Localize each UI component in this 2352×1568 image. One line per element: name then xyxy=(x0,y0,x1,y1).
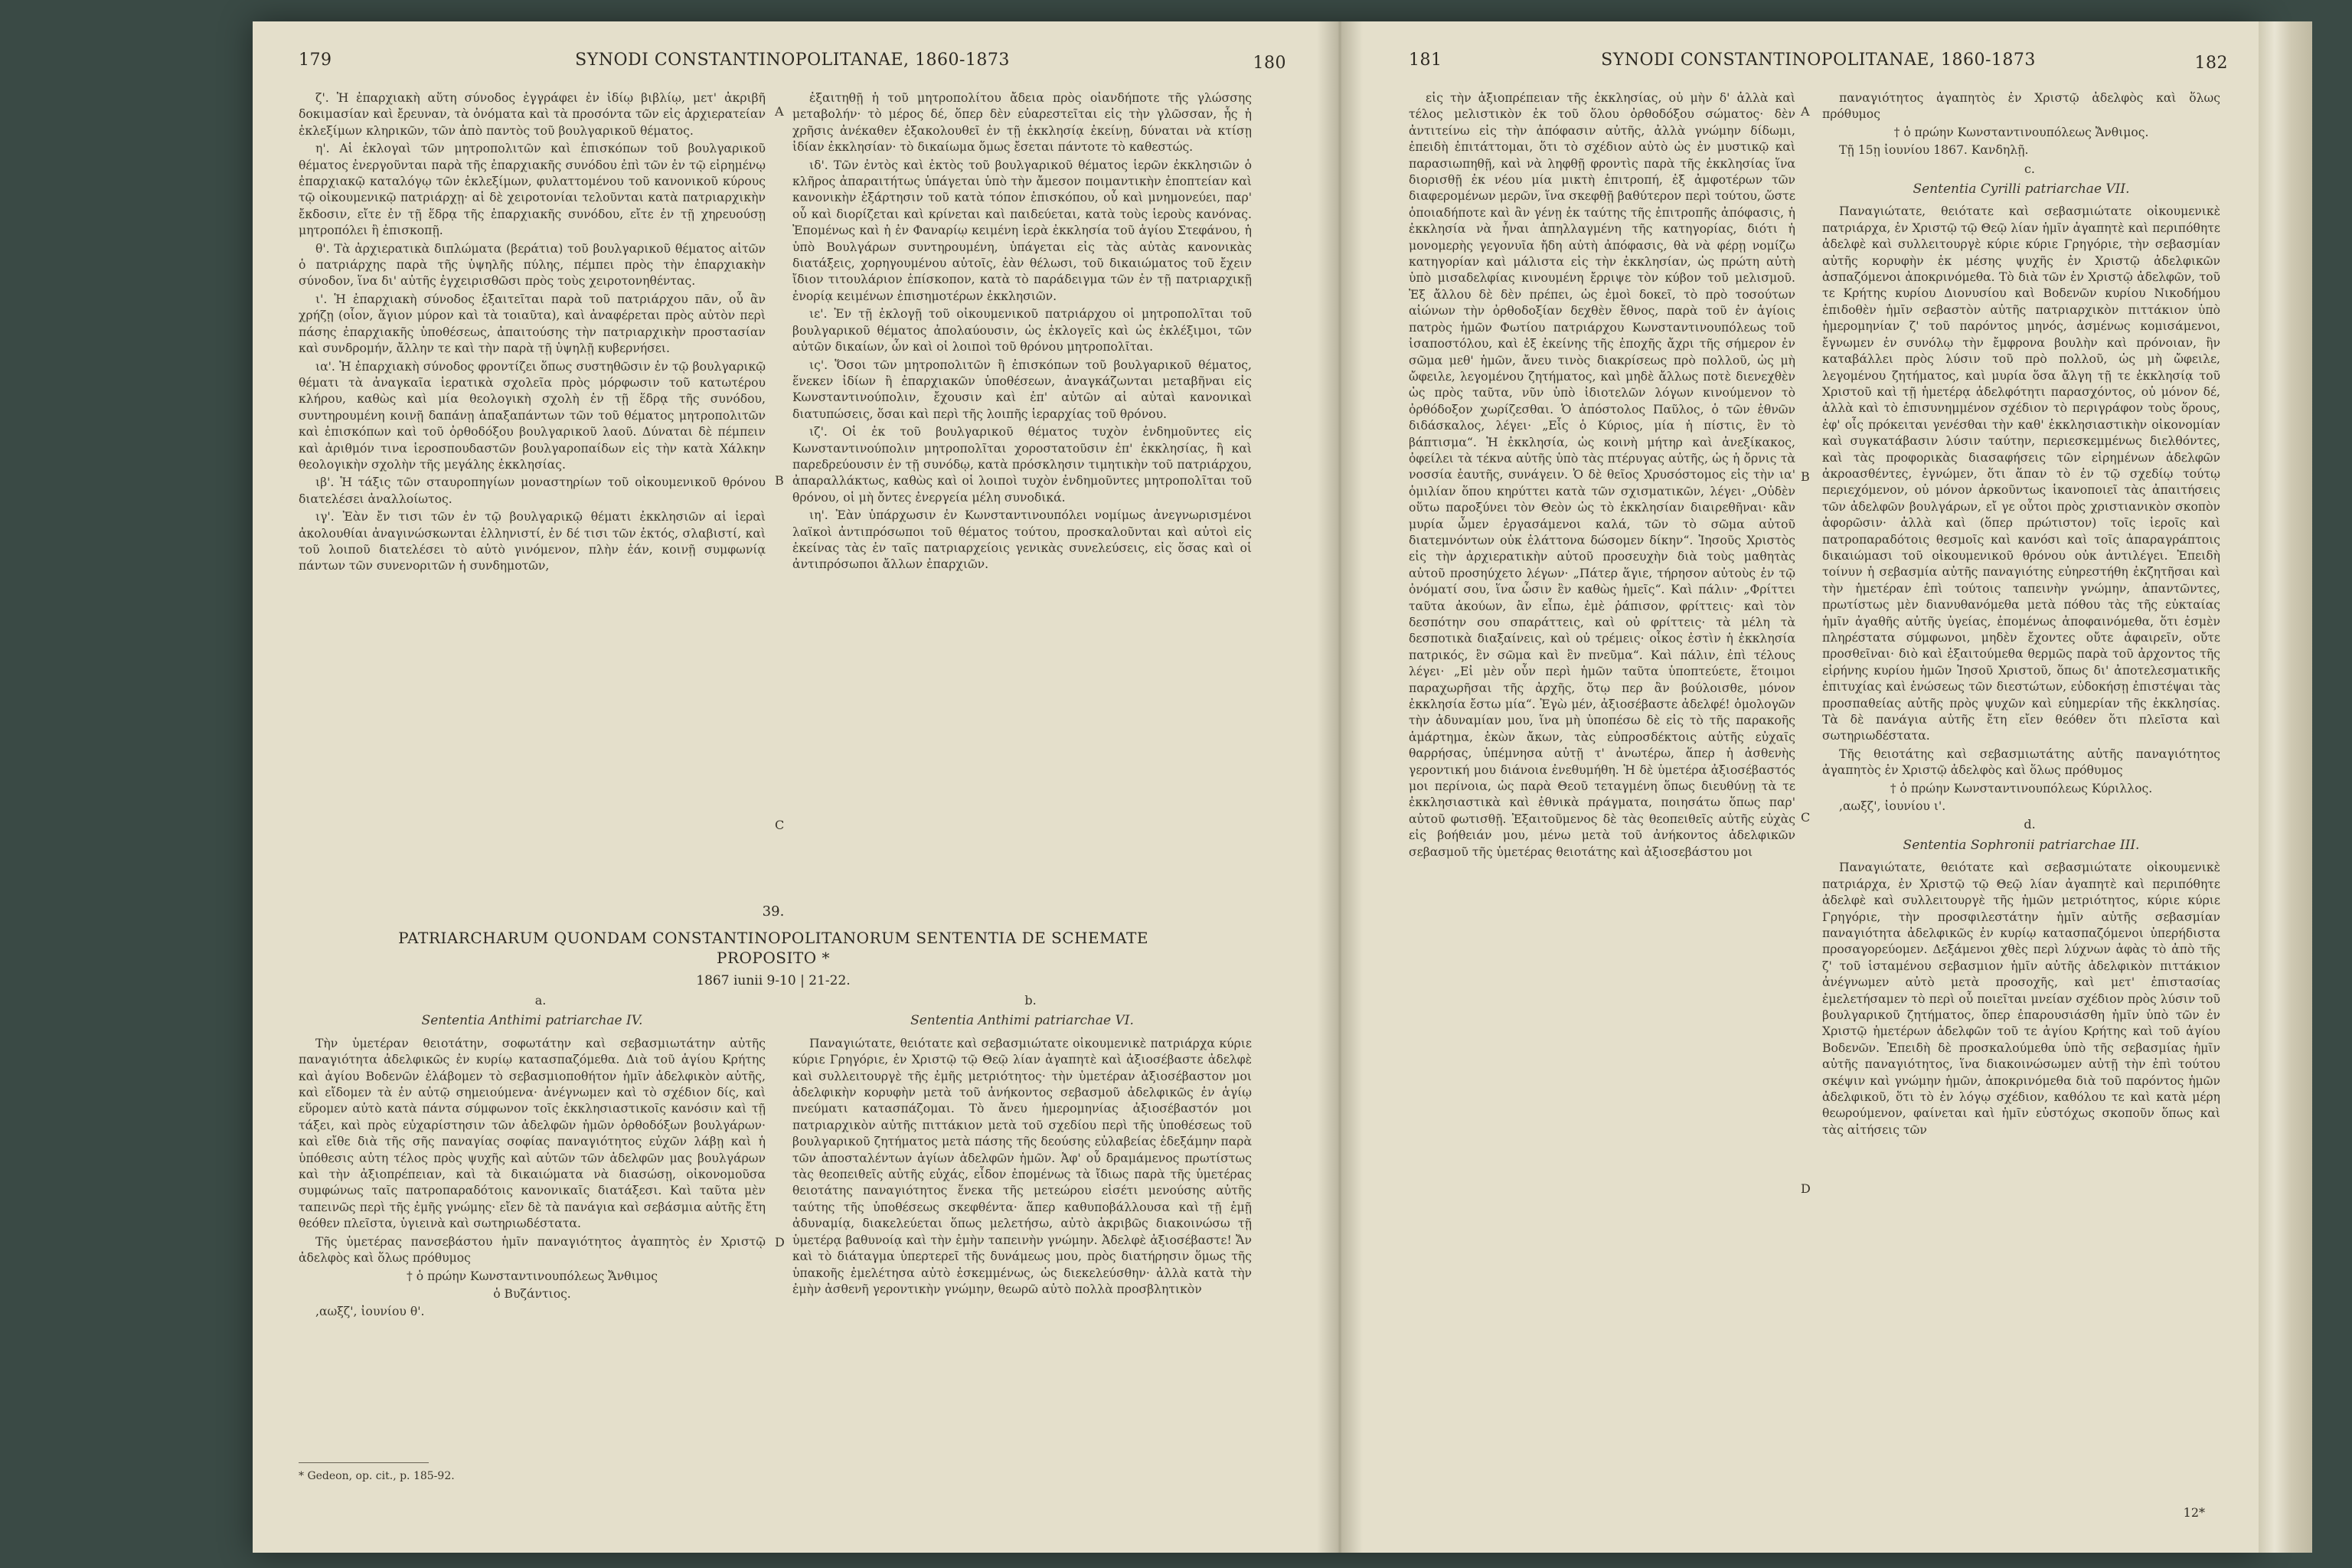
sub-letter: a. xyxy=(534,993,547,1008)
right-column-1 xyxy=(1409,90,1795,1545)
margin-letter: D xyxy=(1801,1181,1811,1196)
paragraph: Τῆς ὑμετέρας πανσεβάστου ἡμῖν παναγιότητος ἀγαπητὸς ἐν Χριστῷ ἀδελφὸς καὶ ὅλως πρόθυμος xyxy=(299,1234,766,1266)
date-line: ,αωξζ', ἰουνίου ι'. xyxy=(1839,799,1946,814)
left-page-header xyxy=(299,51,1286,81)
right-page xyxy=(1363,21,2259,1553)
paragraph: παναγιότητος ἀγαπητὸς ἐν Χριστῷ ἀδελφὸς καὶ ὅλως πρόθυμος xyxy=(1822,91,2220,122)
date-line: ,αωξζ', ἰουνίου θ'. xyxy=(315,1305,425,1319)
margin-letter: A xyxy=(1801,104,1810,119)
sub-title: Sententia Cyrilli patriarchae VII. xyxy=(1913,181,2130,198)
section-title: PROPOSITO * xyxy=(717,949,830,967)
section-date: 1867 iunii 9-10 | 21-22. xyxy=(696,973,851,988)
paragraph: Τῆς θειοτάτης καὶ σεβασμιωτάτης αὐτῆς παναγιότητος ἀγαπητὸς ἐν Χριστῷ ἀδελφὸς καὶ ὅλως πρόθυμος xyxy=(1822,746,2220,778)
signature: † ὁ πρώην Κωνσταντινουπόλεως Κύριλλος. xyxy=(1890,781,2153,795)
paragraph: ιη'. Ἐὰν ὑπάρχωσιν ἐν Κωνσταντινουπόλει νομίμως ἀνεγνωρισμένοι λαϊκοὶ ἀντιπρόσωποι τοῦ θέματος τούτου, προσκαλοῦνται καὶ αὐτοὶ εἰς ἐκείνας τὰς ἐν ταῖς πατριαρχείοις γενικὰς συνελεύσεις, εἰς ὅσας καὶ οἱ ἀντιπρόσωποι ἄλλων ἐπαρχιῶν. xyxy=(792,508,1252,572)
page-number: 180 xyxy=(1253,54,1286,73)
paragraph: εἰς τὴν ἀξιοπρέπειαν τῆς ἐκκλησίας, οὐ μὴν δ' ἀλλὰ καὶ τέλος μελιστικὸν ἐκ τοῦ ὅλου ὀρθοδόξου σώματος· δὲν ἀντιτείνω εἰς τὴν ἀπόφασιν αὐτῆς, ἀλλὰ γνώμην δίδωμι, ἐπειδὴ ἐπιτάττομαι, ὅτι τὸ σχέδιον αὐτὸ ὡς ἐν μυστικῷ καὶ παρασιωπηθῇ, καὶ νὰ ληφθῇ φροντὶς παρὰ τῆς ἐκκλησίας ἵνα διορισθῇ ἐκ νέου μία μικτὴ ἐπιτροπή, ἐξ ἀμφοτέρων τῶν διαφερομένων μερῶν, ἵνα σκεφθῇ βαθύτερον περὶ τούτου, ὥστε ὁποιαδήποτε καὶ ἂν γένῃ ἐκ ταύτης τῆς ἐπιτροπῆς ἀπόφασις, ἡ ἐκκλησία νὰ ἦναι ἀπηλλαγμένη τῆς κατηγορίας, διότι ἡ μονομερὴς γεγονυῖα ἤδη αὐτὴ ἀπόφασις, θὰ νὰ φέρῃ νομίζω κατηγορίαν καὶ μάλιστα εἰς τὴν ἐκκλησίαν, ὡς πρώτη αὐτὴ ὑπὸ μισαδελφίας κινουμένη ἔρριψε τὸν κύβον τοῦ μελισμοῦ. Ἐξ ἄλλου δὲ δὲν πρέπει, ὡς ἐμοὶ δοκεῖ, τὸ πρὸ τοσούτων αἰώνων τὴν ὀρθοδοξίαν δεχθὲν ἔθνος, παρὰ τοῦ ἐν ἁγίοις πατρὸς ἡμῶν Φωτίου πατριάρχου Κωνσταντινουπόλεως τοῦ ἰσαποστόλου, καὶ ἐξ ἐκείνης τῆς ἐποχῆς ἄχρι τῆς σήμερον ἐν σῶμα μεθ' ἡμῶν, ἄνευ τινὸς διακρίσεως πρὸ πολλοῦ, ὡς μὴ ὤφειλε, λεγομένου ζητήματος, καὶ μηδὲ ἄλλως ποτὲ διενεχθὲν ὡς πρὸς ταῦτα, νῦν ὑπὸ ἰδιοτελῶν λόγων κινούμενον τὸ ὀρθόδοξον χωρίζεσθαι. Ὁ ἀπόστολος Παῦλος, ὁ τῶν ἐθνῶν διδάσκαλος, λέγει· „Εἷς ὁ Κύριος, μία ἡ πίστις, ἓν τὸ βάπτισμα“. Ἡ ἐκκλησία, ὡς κοινὴ μήτηρ καὶ ἀνεξίκακος, ὀφείλει τὰ τέκνα αὐτῆς ὑπὸ τὰς πτέρυγας αὐτῆς, ὡς ἡ ὄρνις τὰ νοσσία ἑαυτῆς, συνάγειν. Ὁ δὲ θεῖος Χρυσόστομος εἰς τὴν ια' ὁμιλίαν ὅπου κηρύττει κατὰ τῶν σχισματικῶν, λέγει· „Οὐδὲν οὕτω παροξύνει τὸν Θεὸν ὡς τὸ ἐκκλησίαν διαιρεθῆναι· κἂν μυρία ὦμεν ἐργασάμενοι καλά, τῶν τὸ σῶμα αὐτοῦ διατεμνόντων οὐκ ἐλάττονα δώσομεν δίκην“. Ἰησοῦς Χριστὸς εἰς τὴν ἀρχιερατικὴν αὐτοῦ προσευχὴν διὰ τοὺς μαθητὰς αὐτοῦ προσηύχετο λέγων· „Πάτερ ἅγιε, τήρησον αὐτοὺς ἐν τῷ ὀνόματί σου, ἵνα ὦσιν ἓν καθὼς ἡμεῖς“. Καὶ πάλιν· „Φρίττει ταῦτα ἀκούων, ἂν εἶπω, ἐμὲ ῥάπισον, φρίττεις· καὶ τὸν δεσπότην σου σπαράττεις, καὶ οὐ φρίττεις· τὰ μέλη τὰ δεσποτικὰ διαξαίνεις, καὶ οὐ τρέμεις· οἶκος ἐστὶν ἡ ἐκκλησία πατρικός, ἓν σῶμα καὶ ἓν πνεῦμα“. Καὶ πάλιν, ἐπὶ τέλους λέγει· „Εἰ μὲν οὖν περὶ ἡμῶν ταῦτα ὑποπτεύετε, ἕτοιμοι παραχωρῆσαι τῆς ἀρχῆς, ὅτῳ περ ἂν βούλοισθε, μόνον ἐκκλησία ἔστω μία“. Ἐγὼ μέν, ἀξιοσέβαστε ἀδελφέ! ὁμολογῶν τὴν ἀδυναμίαν μου, ἵνα μὴ ὑποπέσω δὲ εἰς τὸ τῆς παρακοῆς ἁμάρτημα, ἑκὼν ἄκων, τὰς εὐπροσδέκτοις αὐτῆς εὐχαῖς θαρρήσας, ὑπέμνησα αὐτῇ τ' ἀνωτέρω, ἅπερ ἡ ἀσθενὴς γεροντική μου διάνοια ἐνεθυμήθη. Ἡ δὲ ὑμετέρα ἀξιοσέβαστός μοι περίνοια, ὡς παρὰ Θεοῦ τεταγμένη ὅπως διευθύνῃ τὰ τε ἐκκλησιαστικὰ καὶ ἐθνικὰ πράγματα, ποιησάτω ὅπως παρ' αὐτοῦ φωτισθῇ. Ἐξαιτοῦμενος δὲ τὰς θεοπειθεῖς αὐτῆς εὐχὰς εἰς βοήθειάν μου, μένω μετὰ τοῦ ἀνήκοντος ἀδελφικῶν σεβασμοῦ τῆς ὑμετέρας θειοτάτης καὶ ἀξιοσεβάστου μοι xyxy=(1409,91,1795,859)
sententia-a xyxy=(299,992,766,1455)
paragraph: ις'. Ὅσοι τῶν μητροπολιτῶν ἢ ἐπισκόπων τοῦ βουλγαρικοῦ θέματος, ἕνεκεν ἰδίων ἢ ἐπαρχιακῶν ὑποθέσεων, ἀναγκάζωνται μεταβῆναι εἰς Κωνσταντινούπολιν, ἔχουσιν καὶ ἐπ' αὐτῶν αἱ αὐταὶ κανονικαὶ διατυπώσεις, ὅσαι καὶ περὶ τῆς λοιπῆς ἱεραρχίας τοῦ θρόνου. xyxy=(792,358,1252,421)
sub-title: Sententia Sophronii patriarchae III. xyxy=(1903,837,2140,853)
margin-letter: D xyxy=(775,1235,785,1250)
margin-letter: B xyxy=(775,473,784,488)
sub-letter: d. xyxy=(2024,817,2036,832)
footnote-rule xyxy=(299,1462,429,1463)
page-edge xyxy=(2259,21,2312,1553)
section-heading xyxy=(291,902,1256,991)
sub-title: Sententia Anthimi patriarchae VI. xyxy=(910,1013,1134,1029)
paragraph: ιε'. Ἐν τῇ ἐκλογῇ τοῦ οἰκουμενικοῦ πατριάρχου οἱ μητροπολῖται τοῦ βουλγαρικοῦ θέματος ἀπολαύουσιν, ὡς ἐκλογεῖς καὶ ὡς ἐκλέξιμοι, τῶν αὐτῶν δικαίων, ὧν καὶ οἱ λοιποὶ τοῦ θρόνου μητροπολῖται. xyxy=(792,307,1252,354)
page-number: 179 xyxy=(299,51,332,70)
paragraph: Παναγιώτατε, θειότατε καὶ σεβασμιώτατε οἰκουμενικὲ πατριάρχα, ἐν Χριστῷ τῷ Θεῷ λίαν ἀγαπητὲ καὶ περιπόθητε ἀδελφὲ καὶ συλλειτουργὲ τῆς ἡμῶν μετριότητος, κύριε κύριε Γρηγόριε, τὴν προσφιλεστάτην ἡμῖν αὐτῆς σεβασμίαν παναγιότητα ἀδελφικῶς ἐν κυρίῳ κατασπαζόμενοι ὑπερήδιστα προσαγορεύομεν. Δεξάμενοι χθὲς περὶ λύχνων ἁφὰς τὸ ἀπὸ τῆς ζ' τοῦ ἱσταμένου σεβασμιον ἡμῖν αὐτῆς ἀδελφικὸν πιττάκιον ἀνέγνωμεν αὐτὸ μετὰ προσοχῆς, καὶ μετ' ἐπιστασίας ἐμελετήσαμεν τὸ περὶ οὗ ποιεῖται μνείαν σχέδιον πρὸς λύσιν τοῦ βουλγαρικοῦ ζητήματος, ὅπερ ἐπαρουσιάσθη ἡμῖν ὑπὸ τῶν ἐν Χριστῷ ἡμετέρων ἀδελφῶν τοῦ τε ἁγίου Κρήτης καὶ τοῦ ἁγίου Βοδενῶν. Ἐπειδὴ δὲ προσκαλούμεθα ὑπὸ τῆς σεβασμίας ἡμῖν αὐτῆς παναγιότητος, ἵνα διακοινώσωμεν αὐτῇ τὴν ἐπὶ τούτου σκέψιν καὶ γνώμην ἡμῶν, ἀποκρινόμεθα διὰ τοῦ παρόντος ἡμῶν ἀδελφικοῦ, ὅτι τὸ ἐν λόγῳ σχέδιον, καθόλου τε καὶ κατὰ μέρη θεωρούμενον, φαίνεται καὶ ἡμῖν εὐστόχως σκοποῦν ὅπως καὶ τὰς αἰτήσεις τῶν xyxy=(1822,861,2220,1137)
right-page-header xyxy=(1409,51,2228,81)
sub-letter: b. xyxy=(1024,993,1037,1008)
right-column-2 xyxy=(1822,90,2220,1499)
sub-title: Sententia Anthimi patriarchae IV. xyxy=(421,1013,643,1029)
book-gutter xyxy=(1317,21,1363,1553)
paragraph: ζ'. Ἡ ἐπαρχιακὴ αὕτη σύνοδος ἐγγράφει ἐν ἰδίῳ βιβλίῳ, μετ' ἀκριβῆ δοκιμασίαν καὶ ἔρευναν, τὰ ὀνόματα καὶ τὰ προσόντα τῶν εἰς ἀρχιερατείαν ἐκλεξίμων κληρικῶν, τῶν ἀπὸ παντὸς τοῦ βουλγαρικοῦ θέματος. xyxy=(299,91,766,138)
left-column-2 xyxy=(792,90,1252,894)
signature: ὁ Βυζάντιος. xyxy=(493,1286,571,1301)
date-line: Τῇ 15ῃ ἰουνίου 1867. Κανδηλῇ. xyxy=(1839,143,2029,158)
signature: † ὁ πρώην Κωνσταντινουπόλεως Ἄνθιμος. xyxy=(1893,125,2149,139)
margin-letter: A xyxy=(775,104,784,119)
page-number: 182 xyxy=(2194,54,2228,73)
paragraph: Παναγιώτατε, θειότατε καὶ σεβασμιώτατε οἰκουμενικὲ πατριάρχα, ἐν Χριστῷ τῷ Θεῷ λίαν ἡμῖν ἀγαπητὲ καὶ περιπόθητε ἀδελφὲ καὶ συλλειτουργὲ κύριε κύριε Γρηγόριε, τὴν σεβασμίαν αὐτῆς κορυφὴν ἐκ μέσης ψυχῆς ἐν Χριστῷ ἀδελφικῶν ἀσπαζόμενοι ἀποκρινόμεθα. Τὸ διὰ τῶν ἐν Χριστῷ ἀδελφῶν, τοῦ τε Κρήτης κυρίου Διονυσίου καὶ Βοδενῶν κυρίου Νικοδήμου ἐπιδοθὲν ἡμῖν σεβαστὸν αὐτῆς πατριαρχικὸν πιττάκιον ὑπὸ ἡμερομηνίαν ζ' τοῦ παρόντος μηνός, ἀσμένως κομισάμενοι, ἔγνωμεν ἐν συνόλῳ τὴν ἔμφρονα βουλὴν καὶ πρόνοιαν, ἣν καταβάλλει πρὸς λύσιν τοῦ πρὸ πολλοῦ, ὡς μὴ ὤφειλε, λεγομένου ζητήματος, καὶ μυρία ὅσα ἄλγη τῇ τε ἐκκλησίᾳ τοῦ Χριστοῦ καὶ τῇ ἡμετέρᾳ ἀδελφότητι παρασχόντος, οὐ μόνον δέ, ἀλλὰ καὶ τὸ ἐπισυνημμένον σχέδιον τὸ περιγράφον τοὺς ὅρους, ἐφ' οἷς πρόκειται γενέσθαι τὴν καθ' ἐκκλησιαστικὴν οἰκονομίαν καὶ συγκατάβασιν λύσιν ταύτην, περιεσκεμμένως διελθόντες, καὶ τὰς προφορικὰς διασαφήσεις τῶν εἰρημένων ἀδελφῶν ἀκροασθέντες, ἐγνώμεν, ὅτι ἅπαν τὸ ἐν τῷ σχεδίῳ τούτῳ περιεχόμενον, οὐ μόνον ἀρκοῦντως ἱκανοποιεῖ τὰς ἀπαιτήσεις τῶν ἀδελφῶν βουλγάρων, εἴ γε οὗτοι πρὸς χριστιανικὸν σκοπὸν ἀφορῶσιν· ἀλλὰ καὶ (ὅπερ πρώτιστον) τοῖς ἱεροῖς καὶ πατροπαραδότοις θεσμοῖς καὶ κανόσι καὶ τοῖς ἀπαραγράπτοις δικαιώμασι τοῦ οἰκουμενικοῦ θρόνου οὐκ ἀντιλέγει. Ἐπειδὴ τοίνυν ἡ σεβασμία αὐτῆς παναγιότης εὐηρεστήθη ἐκζητῆσαι καὶ τὴν ἡμετέραν ἐπὶ τούτοις ταπεινὴν γνώμην, ἀπαντῶντες, πρωτίστως μὲν διανυθανόμεθα μετὰ πόθου τὰς τῆς εὐκταίας ἡμῖν ἀγαθῆς αὐτῆς ὑγείας, ἐπομένως ἀποφαινόμεθα, ὅτι ἐσμὲν πληρέστατα σύμφωνοι, μηδὲν ἔχοντες οὔτε ἀφαιρεῖν, οὔτε προσθεῖναι· διὸ καὶ ἐξαιτούμεθα θερμῶς παρὰ τοῦ ἀρχοντος τῆς εἰρήνης κυρίου ἡμῶν Ἰησοῦ Χριστοῦ, ὅπως δι' ἀποτελεσματικῆς ἐπιτυχίας καὶ ἐνώσεως τῶν διεστώτων, εὐδοκήσῃ ἐπιστέψαι τὰς προσπαθείας αὐτῆς πρὸς ψυχῶν καὶ εὐημερίαν τῆς ἐκκλησίας. Τὰ δὲ πανάγια αὐτῆς ἔτη εἴεν θεόθεν ὅτι πλεῖστα καὶ σωτηριωδέστατα. xyxy=(1822,204,2220,743)
paragraph: ιβ'. Ἡ τάξις τῶν σταυροπηγίων μοναστηρίων τοῦ οἰκουμενικοῦ θρόνου διατελέσει ἀναλλοίωτος. xyxy=(299,475,766,506)
left-column-1 xyxy=(299,90,766,894)
paragraph: ιζ'. Οἱ ἐκ τοῦ βουλγαρικοῦ θέματος τυχὸν ἐνδημοῦντες εἰς Κωνσταντινούπολιν μητροπολῖται χοροστατοῦσιν ἐπ' ἐκκλησίας, ἢ καὶ παρεδρεύουσιν ἐν τῇ συνόδῳ, κατὰ πρόσκλησιν τιμητικὴν τοῦ πατριάρχου, ἀπαραλλάκτως, καθὼς καὶ οἱ λοιποὶ τυχὸν ἐνδημοῦντες μητροπολῖται τοῦ θρόνου, οἱ μὴ ὄντες ἐνεργεία μέλη συνοδικά. xyxy=(792,425,1252,505)
margin-letter: C xyxy=(1801,810,1811,825)
paragraph: Παναγιώτατε, θειότατε καὶ σεβασμιώτατε οἰκουμενικὲ πατριάρχα κύριε κύριε Γρηγόριε, ἐν Χριστῷ τῷ Θεῷ λίαν ἀγαπητὲ καὶ ἀξιοσέβαστε ἀδελφὲ καὶ συλλειτουργὲ τῆς ἐμῆς μετριότητος· τὴν ὑμετέραν ἀξιοσέβαστον μοι ἀδελφικὴν κορυφὴν μετὰ τοῦ ἀνήκοντος σεβασμοῦ ἀδελφικῶς ἐν ἁγίῳ πνεύματι κατασπάζομαι. Τὸ ἄνευ ἡμερομηνίας ἀξιοσέβαστόν μοι πατριαρχικὸν αὐτῆς πιττάκιον μετὰ τοῦ σχεδίου περὶ τῆς ὑποθέσεως τοῦ βουλγαρικοῦ ζητήματος μετὰ πάσης τῆς δεούσης εὐλαβείας ἐδεξάμην παρὰ τῶν ἀποσταλέντων ἁγίων ἀδελφῶν ἡμῶν. Ἀφ' οὗ δραμάμενος πρωτίστως τὰς θεοπειθεῖς αὐτῆς εὐχάς, εἶδον ἐπομένως τὰ ἴδιως παρὰ τῆς ὑμετέρας θειοτάτης παναγιότητος ἕνεκα τῆς μετεώρου εἰσέτι μενούσης αὐτῆς ταύτης τῆς ὑποθέσεως σκεφθέντα· ἅπερ καθυποβάλλουσα καὶ τῇ ἐμῇ ἀδυναμίᾳ, διακελεύεται ὅπως μελετήσω, αὐτὸ ἀκριβῶς διακοινώσω τῇ ὑμετέρᾳ βαθυνοίᾳ καὶ τὴν ἐμὴν ταπεινὴν γνώμην. Ἀδελφὲ ἀξιοσέβαστε! Ἄν καὶ τὸ διάταγμα ὑπερτερεῖ τῆς δυνάμεως μου, πρὸς διατήρησιν ὅμως τῆς ὑπακοῆς ἐμελέτησα αὐτὸ ἐσκεμμένως, ὡς διεκελεύσθην· ἀλλὰ κατὰ τὴν ἐμὴν ἀσθενῆ γεροντικὴν γνώμην, θεωρῶ αὐτὸ πολλὰ προσβλητικὸν xyxy=(792,1036,1252,1296)
section-number: 39. xyxy=(762,903,785,920)
paragraph: ιγ'. Ἐὰν ἔν τισι τῶν ἐν τῷ βουλγαρικῷ θέματι ἐκκλησιῶν αἱ ἱεραὶ ἀκολουθίαι ἀναγινώσκωνται ἑλληνιστί, ἐν δέ τισι τῶν ἐκτός, σλαβιστί, καὶ τοῦ λοιποῦ διατελέσει τὸ αὐτὸ γινόμενον, πλὴν ἐάν, κοινῇ συμφωνίᾳ πάντων τῶν συνενοριτῶν ἡ συνδημοτῶν, xyxy=(299,510,766,573)
paragraph: ἐξαιτηθῇ ἡ τοῦ μητροπολίτου ἄδεια πρὸς οἰανδήποτε τῆς γλώσσης μεταβολήν· τὸ μέρος δέ, ὅπερ δὲν εὐαρεστεῖται εἰς τὴν γλῶσσαν, ἧς ἡ χρῆσις ἀνέκαθεν ἐξακολουθεῖ ἐν τῇ ἐκκλησίᾳ ἐκείνῃ, δύναται νὰ κτίσῃ ἰδίαν ἐκκλησίαν· τὸ δικαίωμα ὅμως ἔσεται πάντοτε τὸ καθεστώς. xyxy=(792,91,1252,155)
paragraph: ι'. Ἡ ἐπαρχιακὴ σύνοδος ἐξαιτεῖται παρὰ τοῦ πατριάρχου πᾶν, οὗ ἂν χρήζῃ (οἷον, ἅγιον μύρον καὶ τὰ τοιαῦτα), καὶ ἀναφέρεται πρὸς αὐτὸν περὶ πάσης ἐπαρχιακῆς ὑποθέσεως, ἀπαιτούσης τὴν πατριαρχικὴν προστασίαν καὶ συνδρομήν, ἄλλην τε καὶ τὴν παρὰ τῇ ὑψηλῇ κυβερνήσει. xyxy=(299,292,766,356)
paragraph: ιδ'. Τῶν ἐντὸς καὶ ἐκτὸς τοῦ βουλγαρικοῦ θέματος ἱερῶν ἐκκλησιῶν ὁ κλῆρος ἀπαραιτήτως ὑπάγεται ὑπὸ τὴν ἄμεσον ποιμαντικὴν ἐποπτείαν καὶ κανονικὴν ἐξάρτησιν τοῦ κατὰ τόπον ἐπισκόπου, οὗ καὶ μνημονεύει, παρ' οὗ καὶ διορίζεται καὶ κρίνεται καὶ παιδεύεται, κατὰ τοὺς ἱεροὺς κανόνας. Ἐπομένως καὶ ἡ ἐν Φαναρίῳ κειμένη ἱερὰ ἐκκλησία τοῦ ἁγίου Στεφάνου, ἡ ὑπὸ Βουλγάρων συντηρουμένη, ὑπάγεται εἰς τὰς αὐτὰς κανονικὰς διατάξεις, χορηγουμένου αὐτοῖς, ἐὰν θέλωσι, τοῦ δικαιώματος τοῦ ἔχειν ἴδιον τιτουλάριον ἐπίσκοπον, κατὰ τὸ παράδειγμα τῶν ἐν τῇ πατριαρχικῇ ἐνορίᾳ κειμένων ἐπισημοτέρων ἐκκλησιῶν. xyxy=(792,158,1252,303)
running-head: SYNODI CONSTANTINOPOLITANAE, 1860-1873 xyxy=(575,51,1010,70)
section-title: PATRIARCHARUM QUONDAM CONSTANTINOPOLITANORUM SENTENTIA DE SCHEMATE xyxy=(398,929,1148,947)
signature-mark: 12* xyxy=(2183,1505,2205,1520)
left-page xyxy=(253,21,1317,1553)
paragraph: η'. Αἱ ἐκλογαὶ τῶν μητροπολιτῶν καὶ ἐπισκόπων τοῦ βουλγαρικοῦ θέματος ἐνεργοῦνται παρὰ τῆς ἐπαρχιακῆς συνόδου ἐπὶ τῶν ἐν τῷ εἰρημένῳ ἐπαρχιακῷ καταλόγῳ τῶν ἐκλεξίμων, φυλαττομένου τοῦ κανονικοῦ κύρους τῷ οἰκουμενικῷ πατριάρχῃ· αἱ δὲ χειροτονίαι τελοῦνται κατὰ πατριαρχικὴν ἔκδοσιν, εἴτε ἐν τῇ ἕδρᾳ τῆς ἐπαρχιακῆς συνόδου, εἴτε ἐν τῇ χηρευούσῃ μητροπόλει ἢ ἐπισκοπῇ. xyxy=(299,142,766,238)
book-spread xyxy=(253,21,2259,1553)
signature: † ὁ πρώην Κωνσταντινουπόλεως Ἄνθιμος xyxy=(407,1269,658,1283)
sub-letter: c. xyxy=(2024,161,2036,176)
running-head: SYNODI CONSTANTINOPOLITANAE, 1860-1873 xyxy=(1601,51,2036,70)
sententia-b xyxy=(792,992,1252,1544)
page-number: 181 xyxy=(1409,51,1442,70)
paragraph: θ'. Τὰ ἀρχιερατικὰ διπλώματα (βεράτια) τοῦ βουλγαρικοῦ θέματος αἰτῶν ὁ πατριάρχης παρὰ τῆς ὑψηλῆς πύλης, πέμπει πρὸς τὴν ἐπαρχιακὴν σύνοδον, ἵνα δι' αὐτῆς ἐγχειρισθῶσι πρὸς τοὺς χειροτονηθέντας. xyxy=(299,241,766,289)
margin-letter: B xyxy=(1801,469,1810,484)
paragraph: ια'. Ἡ ἐπαρχιακὴ σύνοδος φροντίζει ὅπως συστηθῶσιν ἐν τῷ βουλγαρικῷ θέματι τὰ ἀναγκαῖα ἱερατικὰ σχολεῖα πρὸς μόρφωσιν τοῦ κατωτέρου κλήρου, καθὼς καὶ μία θεολογικὴ σχολὴ ἐν τῇ ἕδρᾳ τῆς συνόδου, συντηρουμένη κοινῇ δαπάνῃ ἁπαξαπάντων τῶν τοῦ θέματος μητροπολιτῶν καὶ ἐπισκόπων καὶ τοῦ ὀρθοδόξου βουλγαρικοῦ λαοῦ. Δύναται δὲ πέμπειν καὶ ἀριθμόν τινα ἱεροσπουδαστῶν βουλγαροπαίδων εἰς τὴν κατὰ Χάλκην θεολογικὴν σχολὴν τῆς μεγάλης ἐκκλησίας. xyxy=(299,359,766,472)
margin-letter: C xyxy=(775,818,785,832)
footnote: * Gedeon, op. cit., p. 185-92. xyxy=(299,1470,455,1482)
paragraph: Τὴν ὑμετέραν θειοτάτην, σοφωτάτην καὶ σεβασμιωτάτην αὐτῆς παναγιότητα ἀδελφικῶς ἐν κυρίῳ κατασπαζόμεθα. Διὰ τοῦ ἁγίου Κρήτης καὶ ἁγίου Βοδενῶν ἐλάβομεν τὸ σεβασμιοποθήτον ἡμῖν ἀδελφικὸν αὐτῆς, καὶ εἴδομεν τὰ ἐν αὐτῷ σημειούμενα· ἀνέγνωμεν καὶ τὸ σχέδιον δίς, καὶ εὕρομεν αὐτὸ κατὰ πάντα σύμφωνον τοῖς ἐκκλησιαστικοῖς κανόσιν καὶ τῇ τάξει, καὶ πρὸς εὐχαρίστησιν τῶν ἀδελφῶν ἡμῶν ὀρθοδόξων βουλγάρων· καὶ εἴθε διὰ τῆς σῆς παναγίας σοφίας παναγιότητος εὐχῶν λάβῃ καὶ ἡ ὑπόθεσις αὐτη τέλος πρὸς ψυχῆς καὶ αὐτῶν τῶν ἀδελφῶν μας βουλγάρων καὶ τὴν ἀξιοπρέπειαν, καὶ τὰ δικαιώματα νὰ διασώσῃ, οἰκονομοῦσα συμφώνως ταῖς πατροπαραδότοις κανονικαῖς διατάξεσι. Καὶ ταῦτα μὲν ταπεινῶς περὶ τῆς ἐμῆς γνώμης· εἴεν δὲ τὰ πανάγια καὶ σεβάσμια αὐτῆς ἔτη θεόθεν πλεῖστα, ὑγιεινὰ καὶ σωτηριωδέστατα. xyxy=(299,1036,766,1231)
